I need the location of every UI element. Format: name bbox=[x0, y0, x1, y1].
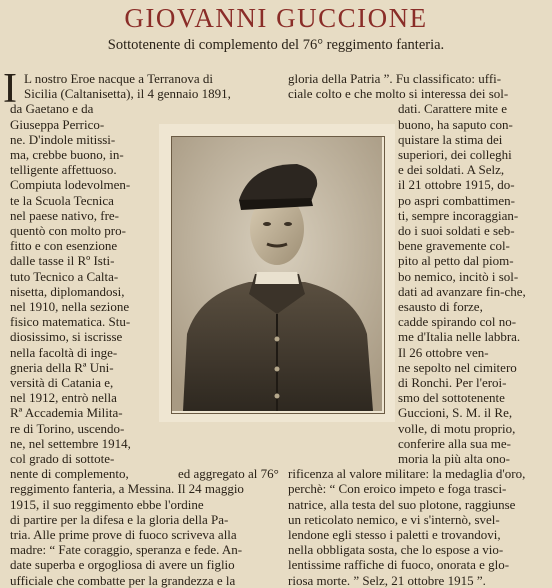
column-text-line: fitto e con esenzione bbox=[10, 238, 118, 254]
column-text-line: fisico matematica. Stu- bbox=[10, 314, 131, 330]
column-text-line: nel 1910, nella sezione bbox=[10, 299, 130, 314]
column-text-line: col grado di sottote- bbox=[10, 451, 115, 466]
column-text-line: bene gravemente col- bbox=[398, 238, 510, 254]
column-text-line: ne. D'indole mitissi- bbox=[10, 131, 116, 147]
column-text-line: Guccioni, S. M. il Re, bbox=[398, 405, 513, 421]
column-text-line: esausto di forze, bbox=[398, 299, 483, 314]
column-text-line: ed aggregato al 76° bbox=[178, 466, 279, 482]
column-text-line: volle, di motu proprio, bbox=[398, 420, 516, 436]
column-text-line: tria. Alle prime prove di fuoco scriveva alla bbox=[10, 527, 237, 542]
column-text-line: versità di Catania e, bbox=[10, 375, 114, 390]
column-text-line: perchè: “ Con eroico impeto e foga trasci- bbox=[288, 481, 507, 497]
column-text-line: ne sepolto nel cimitero bbox=[398, 359, 517, 375]
column-text-line: nente di complemento, bbox=[10, 466, 129, 482]
column-text-line: natrice, alla testa del suo plotone, raggiunse bbox=[288, 496, 516, 512]
column-text-line: nella obbligata sosta, che lo espose a vio- bbox=[288, 542, 504, 558]
column-text-line: po aspri combattimen- bbox=[398, 192, 515, 208]
column-text-line: do i suoi soldati e seb- bbox=[398, 223, 515, 238]
column-text-line: quentò con molto pro- bbox=[10, 223, 126, 238]
column-text-line: e dei soldati. A Selz, bbox=[398, 162, 505, 178]
page-subtitle: Sottotenente di complemento del 76° reggimento fanteria. bbox=[107, 37, 445, 53]
column-text-line: smo del sottotenente bbox=[398, 390, 505, 406]
column-text-line: buono, ha saputo con- bbox=[398, 116, 513, 132]
column-text-line: di partire per la difesa e la gloria della Pa- bbox=[10, 511, 229, 527]
column-text-line: nel 1912, entrò nella bbox=[10, 390, 117, 406]
column-text-line: Sicilia (Caltanisetta), il 4 gennaio 1891, bbox=[24, 86, 231, 102]
column-text-line: ti, sempre incoraggian- bbox=[398, 207, 519, 223]
column-text-line: il 21 ottobre 1915, do- bbox=[398, 177, 515, 193]
column-text-line: diosissimo, si iscrisse bbox=[10, 329, 123, 345]
photo-frame bbox=[171, 136, 385, 414]
column-text-line: gloria della Patria ”. Fu classificato: uffi- bbox=[288, 71, 502, 86]
column-text-line: dalle tasse il Rº Isti- bbox=[10, 253, 115, 269]
column-text-line: conferire alla sua me- bbox=[398, 435, 511, 451]
column-text-line: ufficiale che combatte per la grandezza e la bbox=[10, 572, 236, 588]
column-text-line: lendone egli stesso i paletti e trovandovi, bbox=[288, 527, 501, 542]
column-text-line: telligente affettuoso. bbox=[10, 162, 117, 178]
column-text-line: dati ad avanzare fin-che, bbox=[398, 283, 526, 299]
column-text-line: ma, crebbe buono, in- bbox=[10, 147, 124, 162]
column-text-line: superiori, dei colleghi bbox=[398, 147, 512, 162]
column-text-line: re di Torino, uscendo- bbox=[10, 420, 125, 436]
column-text-line: Compiuta lodevolmen- bbox=[10, 177, 131, 193]
column-text-line: Il 26 ottobre ven- bbox=[398, 344, 489, 360]
column-text-line: nella facoltà di inge- bbox=[10, 344, 118, 360]
column-text-line: date superba e orgogliosa di avere un figlio bbox=[10, 557, 235, 573]
column-text-line: pito al petto dal piom- bbox=[398, 253, 514, 269]
column-text-line: me d'Italia nelle labbra. bbox=[398, 329, 521, 345]
column-text-line: gneria della Rª Uni- bbox=[10, 359, 114, 375]
column-text-line: moria la più alta ono- bbox=[398, 451, 510, 466]
column-text-line: 1915, il suo reggimento ebbe l'ordine bbox=[10, 496, 204, 512]
column-text-line: L nostro Eroe nacque a Terranova di bbox=[24, 71, 213, 86]
column-text-line: bo nemico, incitò i sol- bbox=[398, 268, 519, 284]
column-text-line: ciale colto e che molto si interessa dei sol- bbox=[288, 86, 509, 102]
column-text-line: nel paese nativo, fre- bbox=[10, 207, 120, 223]
page-title: GIOVANNI GUCCIONE bbox=[124, 3, 428, 33]
column-text-line: lentissime raffiche di fuoco, onorata e glo- bbox=[288, 557, 510, 573]
column-text-line: dati. Carattere mite e bbox=[398, 101, 508, 117]
column-text-line: da Gaetano e da bbox=[10, 101, 94, 117]
column-text-line: ne, nel settembre 1914, bbox=[10, 435, 131, 451]
column-text-line: tuto Tecnico a Calta- bbox=[10, 268, 119, 284]
column-text-line: te la Scuola Tecnica bbox=[10, 192, 114, 208]
column-text-line: Giuseppa Perrico- bbox=[10, 116, 105, 132]
column-text-line: nisetta, diplomandosi, bbox=[10, 283, 125, 299]
column-text-line: quistare la stima dei bbox=[398, 131, 503, 147]
column-text-line: rificenza al valore militare: la medaglia d'oro, bbox=[288, 466, 526, 482]
column-text-line: riosa morte. ” Selz, 21 ottobre 1915 ”. bbox=[288, 572, 486, 588]
column-text-line: un reticolato nemico, e vi s'internò, svel- bbox=[288, 511, 500, 527]
portrait-photo bbox=[159, 124, 395, 422]
column-text-line: Rª Accademia Milita- bbox=[10, 405, 123, 421]
column-text-line: cadde spirando col no- bbox=[398, 314, 517, 330]
drop-cap: I bbox=[3, 66, 17, 112]
column-text-line: reggimento fanteria, a Messina. Il 24 maggio bbox=[10, 481, 244, 497]
column-text-line: madre: “ Fate coraggio, speranza e fede. An- bbox=[10, 542, 243, 558]
column-text-line: di Ronchi. Per l'eroi- bbox=[398, 375, 507, 390]
